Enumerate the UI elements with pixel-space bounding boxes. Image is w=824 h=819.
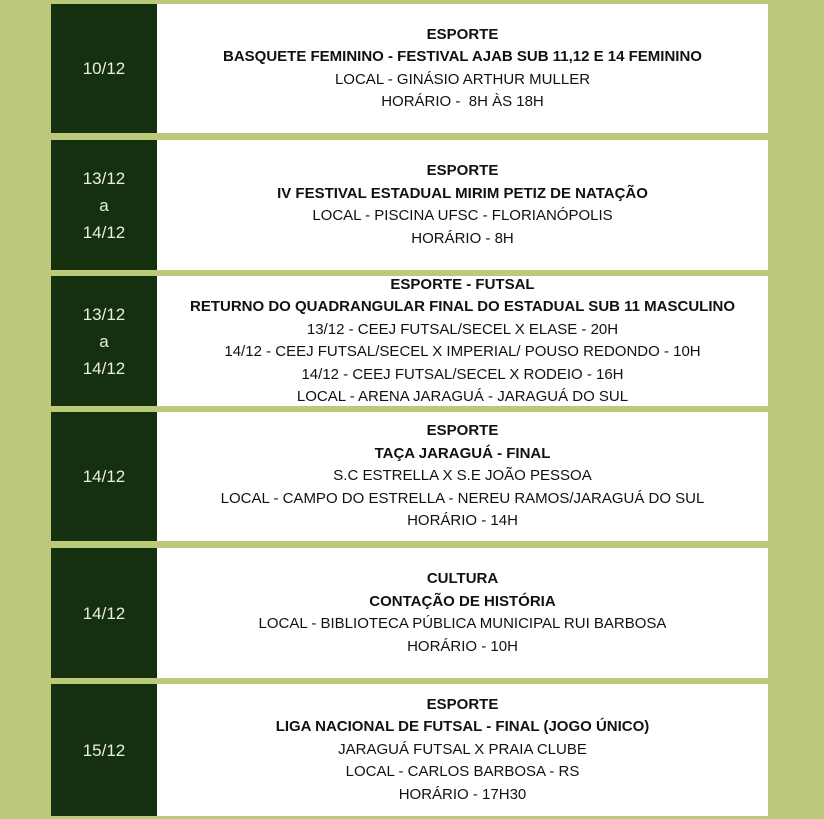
event-date xyxy=(51,548,157,678)
date-text: 10/12 xyxy=(82,59,126,78)
event-detail: S.C ESTRELLA X S.E JOÃO PESSOA xyxy=(333,467,592,485)
event-title: IV FESTIVAL ESTADUAL MIRIM PETIZ DE NATAÇÃO xyxy=(277,184,648,202)
event-detail: HORÁRIO - 8H xyxy=(411,229,514,247)
event-detail: HORÁRIO - 10H xyxy=(407,637,518,655)
event-row xyxy=(51,276,768,406)
event-date xyxy=(51,140,157,270)
event-date xyxy=(51,412,157,541)
event-date xyxy=(51,276,157,406)
event-detail: LOCAL - ARENA JARAGUÁ - JARAGUÁ DO SUL xyxy=(296,388,629,405)
event-detail: HORÁRIO - 17H30 xyxy=(398,785,527,803)
event-detail: 14/12 - CEEJ FUTSAL/SECEL X RODEIO - 16H xyxy=(301,365,624,383)
event-title: LIGA NACIONAL DE FUTSAL - FINAL (JOGO ÚNICO) xyxy=(275,718,650,736)
event-title: RETURNO DO QUADRANGULAR FINAL DO ESTADUAL SUB 11 MASCULINO xyxy=(189,298,736,315)
event-info xyxy=(157,140,768,270)
date-text: 14/12 xyxy=(82,467,126,486)
event-title: CONTAÇÃO DE HISTÓRIA xyxy=(369,592,556,610)
event-date xyxy=(51,684,157,816)
event-detail: JARAGUÁ FUTSAL X PRAIA CLUBE xyxy=(338,740,587,758)
event-row xyxy=(51,548,768,678)
event-detail: LOCAL - GINÁSIO ARTHUR MULLER xyxy=(334,70,591,88)
event-info xyxy=(157,412,768,541)
event-category: ESPORTE xyxy=(426,695,499,713)
date-text: 14/12 xyxy=(82,358,126,378)
event-category: ESPORTE xyxy=(426,162,499,179)
date-text: 13/12 xyxy=(82,168,126,188)
date-text: 13/12 xyxy=(82,304,126,324)
event-row xyxy=(51,4,768,133)
date-text: a xyxy=(99,331,109,351)
event-row xyxy=(51,412,768,541)
event-detail: 14/12 - CEEJ FUTSAL/SECEL X IMPERIAL/ POUSO REDONDO - 10H xyxy=(224,343,701,360)
event-title: TAÇA JARAGUÁ - FINAL xyxy=(374,444,551,462)
event-category: ESPORTE xyxy=(426,25,499,43)
event-title: BASQUETE FEMININO - FESTIVAL AJAB SUB 11,12 E 14 FEMININO xyxy=(223,48,702,65)
event-detail: LOCAL - CARLOS BARBOSA - RS xyxy=(345,763,580,781)
event-row xyxy=(51,684,768,816)
event-info xyxy=(157,4,768,133)
event-detail: HORÁRIO - 14H xyxy=(407,512,518,530)
event-detail: HORÁRIO - 8H ÀS 18H xyxy=(381,93,544,110)
event-detail: LOCAL - BIBLIOTECA PÚBLICA MUNICIPAL RUI BARBOSA xyxy=(258,615,667,632)
date-text: a xyxy=(99,195,109,215)
event-detail: LOCAL - CAMPO DO ESTRELLA - NEREU RAMOS/JARAGUÁ DO SUL xyxy=(220,489,705,507)
event-info xyxy=(157,684,768,816)
event-detail: 13/12 - CEEJ FUTSAL/SECEL X ELASE - 20H xyxy=(306,320,619,338)
event-info xyxy=(157,276,768,406)
date-text: 14/12 xyxy=(82,222,126,242)
event-info xyxy=(157,548,768,678)
event-date xyxy=(51,4,157,133)
date-text: 15/12 xyxy=(82,740,126,760)
event-detail: LOCAL - PISCINA UFSC - FLORIANÓPOLIS xyxy=(312,207,613,224)
event-category: CULTURA xyxy=(426,570,499,587)
event-category: ESPORTE xyxy=(426,422,499,440)
event-category: ESPORTE - FUTSAL xyxy=(390,275,535,293)
event-row xyxy=(51,140,768,270)
date-text: 14/12 xyxy=(82,603,126,623)
